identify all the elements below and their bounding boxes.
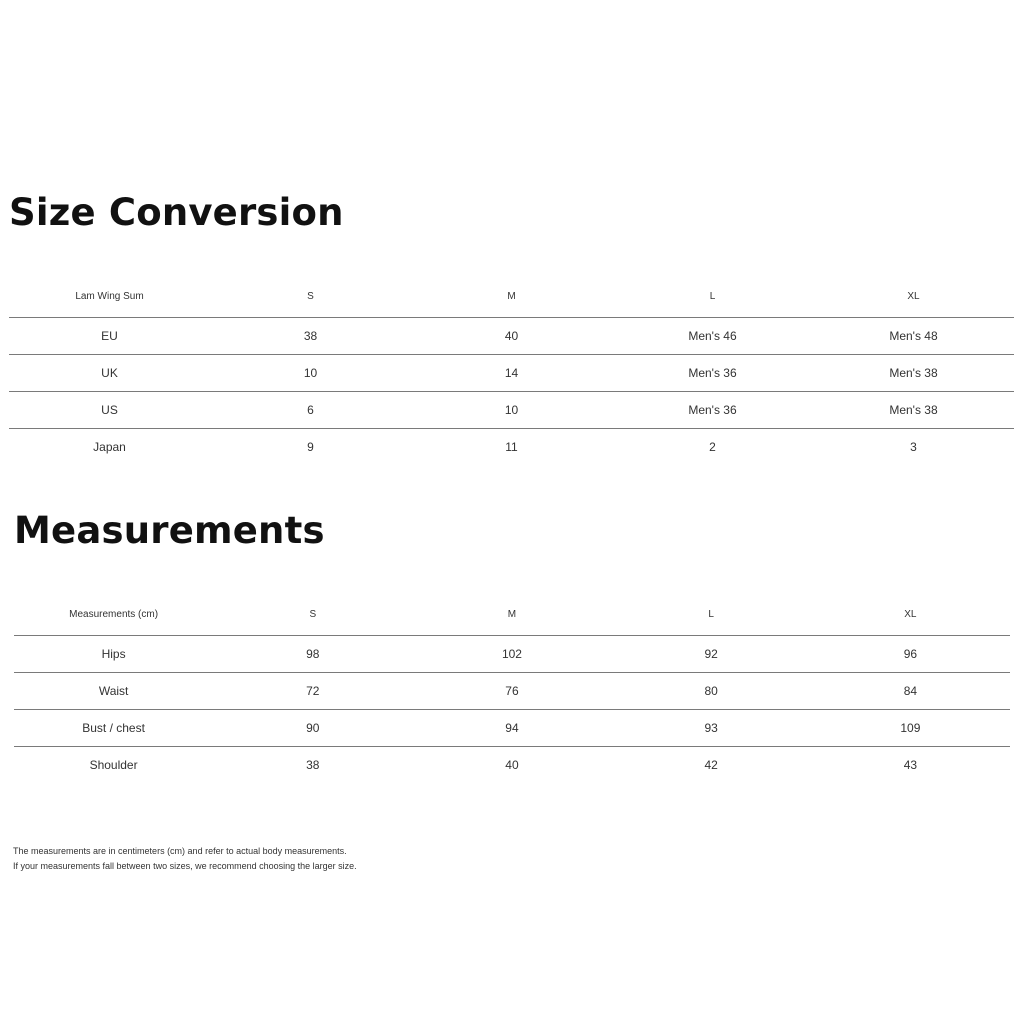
column-header-brand: Lam Wing Sum <box>9 276 210 318</box>
measurements-title: Measurements <box>14 509 325 552</box>
table-row <box>9 392 1014 429</box>
table-row-label: Shoulder <box>89 758 138 772</box>
table-cell: 40 <box>505 758 519 772</box>
column-header-m: M <box>411 276 612 318</box>
table-cell: 94 <box>412 710 611 747</box>
table-cell: Men's 46 <box>612 318 813 355</box>
table-row <box>14 710 1010 747</box>
size-conversion-table <box>9 276 1014 465</box>
size-conversion-title: Size Conversion <box>9 191 344 234</box>
table-cell: Men's 48 <box>813 318 1014 355</box>
table-row <box>14 673 1010 710</box>
table-header-row <box>9 276 1014 318</box>
measurements-table <box>14 594 1010 783</box>
table-cell: 92 <box>612 636 811 673</box>
table-cell: 84 <box>811 673 1010 710</box>
table-header-row <box>14 594 1010 636</box>
table-row <box>14 747 1010 784</box>
table-row <box>9 355 1014 392</box>
table-cell: 38 <box>210 318 411 355</box>
table-cell: 42 <box>704 758 718 772</box>
table-row <box>9 429 1014 466</box>
table-cell: 93 <box>612 710 811 747</box>
table-cell: Men's 38 <box>813 355 1014 392</box>
table-row <box>9 318 1014 355</box>
table-cell: 6 <box>210 392 411 429</box>
note-line: The measurements are in centimeters (cm) and refer to actual body measurements. <box>13 846 347 856</box>
table-cell: 102 <box>412 636 611 673</box>
column-header-xl: XL <box>813 276 1014 318</box>
column-header-l: L <box>612 276 813 318</box>
table-cell: 72 <box>213 673 412 710</box>
column-header-m: M <box>412 594 611 636</box>
table-cell: 43 <box>903 758 918 772</box>
table-row-label: Hips <box>14 636 213 673</box>
table-cell: 11 <box>505 440 518 454</box>
table-cell: 98 <box>213 636 412 673</box>
table-cell: 76 <box>412 673 611 710</box>
measurement-notes <box>13 844 357 874</box>
table-cell: Men's 36 <box>612 355 813 392</box>
table-row-label: Japan <box>93 440 126 454</box>
table-row-label: EU <box>9 318 210 355</box>
note-line: If your measurements fall between two sizes, we recommend choosing the larger size. <box>13 861 357 871</box>
column-header-s: S <box>213 594 412 636</box>
table-cell: Men's 36 <box>612 392 813 429</box>
column-header-measurement: Measurements (cm) <box>14 594 213 636</box>
column-header-s: S <box>210 276 411 318</box>
table-cell: 10 <box>210 355 411 392</box>
table-row-label: UK <box>9 355 210 392</box>
table-cell: 40 <box>411 318 612 355</box>
table-cell: 96 <box>811 636 1010 673</box>
table-cell: 90 <box>213 710 412 747</box>
table-row-label: US <box>9 392 210 429</box>
table-row-label: Waist <box>14 673 213 710</box>
table-row <box>14 636 1010 673</box>
table-cell: 2 <box>709 440 716 454</box>
table-cell: Men's 38 <box>813 392 1014 429</box>
table-row-label: Bust / chest <box>14 710 213 747</box>
column-header-l: L <box>612 594 811 636</box>
table-cell: 109 <box>811 710 1010 747</box>
table-cell: 9 <box>307 440 314 454</box>
table-cell: 38 <box>306 758 320 772</box>
table-cell: 80 <box>612 673 811 710</box>
table-cell: 3 <box>910 440 917 454</box>
table-cell: 10 <box>411 392 612 429</box>
table-cell: 14 <box>411 355 612 392</box>
column-header-xl: XL <box>811 594 1010 636</box>
